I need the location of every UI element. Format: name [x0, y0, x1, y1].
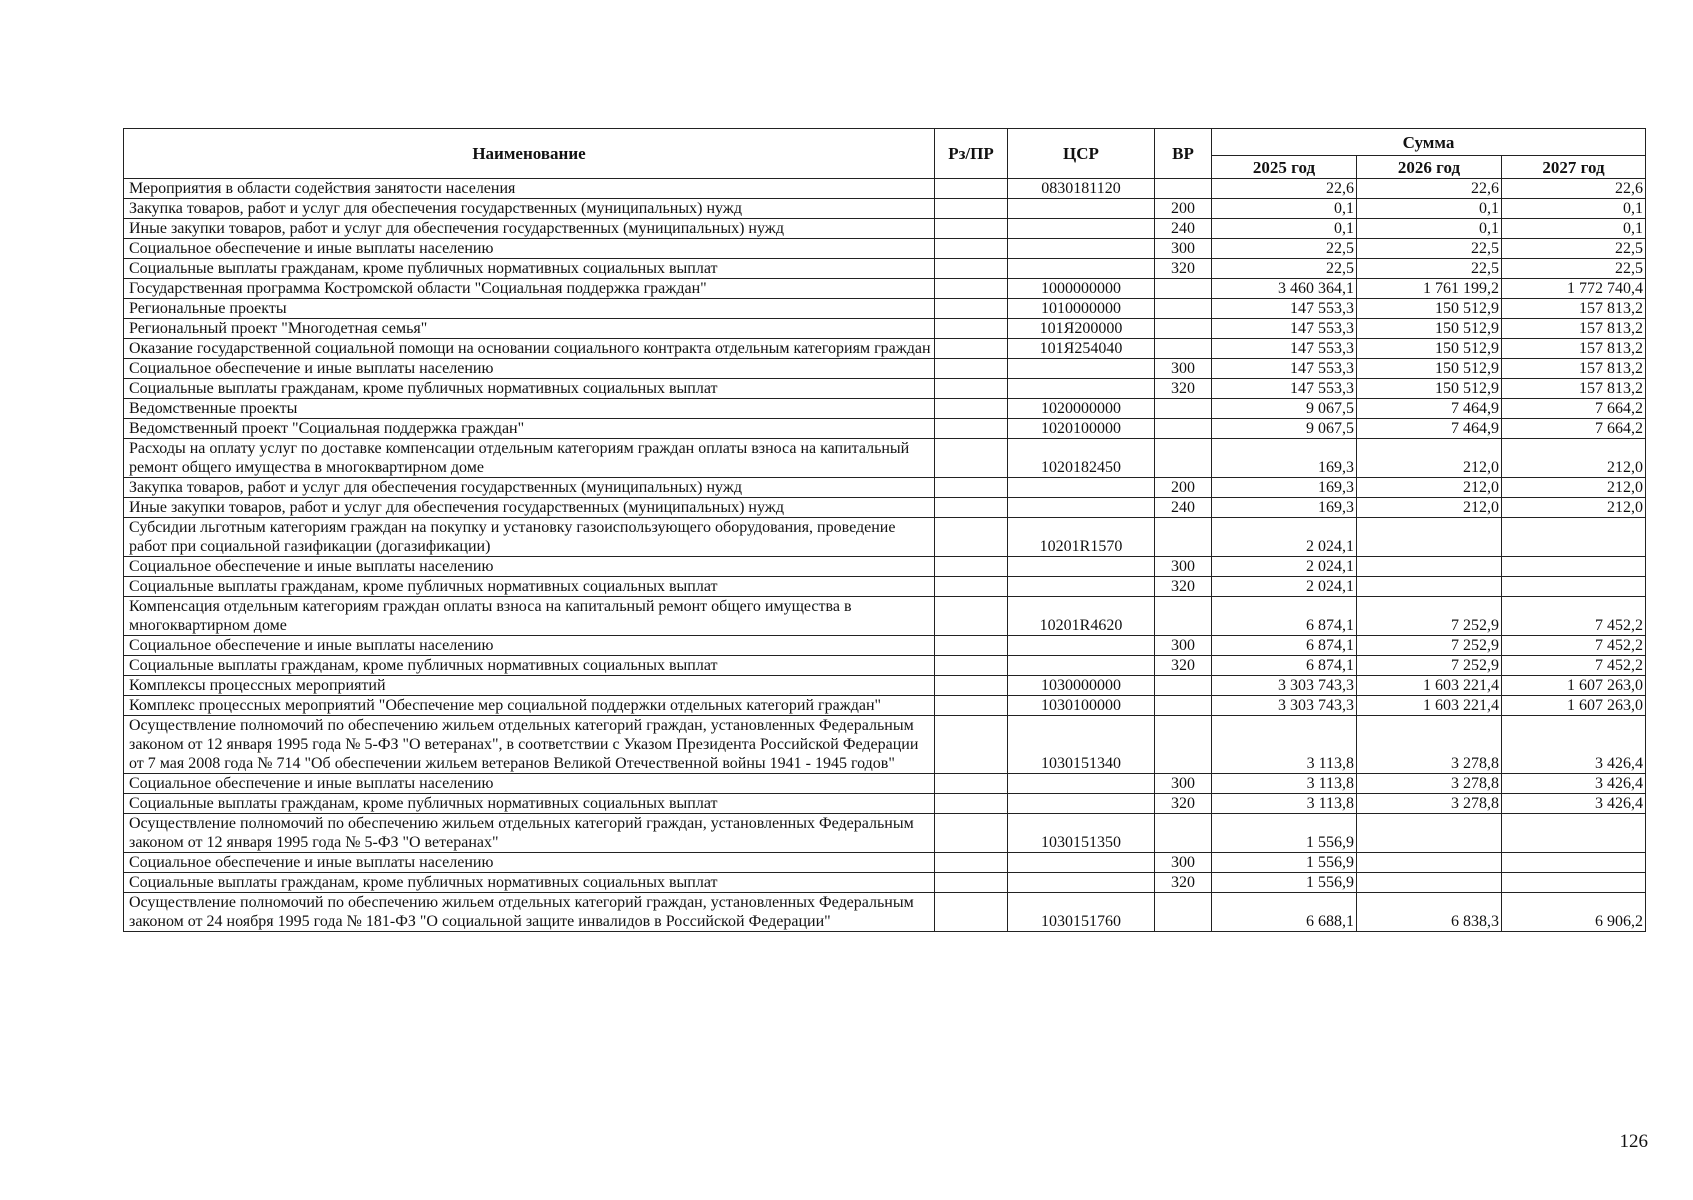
table-row — [124, 299, 1646, 319]
cell-vr — [1155, 676, 1212, 696]
cell-2026: 7 464,9 — [1357, 399, 1502, 419]
cell-rz-pr — [935, 636, 1008, 656]
table-row — [124, 439, 1646, 478]
table-row — [124, 419, 1646, 439]
cell-csr: 0830181120 — [1008, 179, 1155, 199]
cell-name: Осуществление полномочий по обеспечению жильем отдельных категорий граждан, установленных Федеральным законом от 12 января 1995 года № 5-ФЗ "О ветеранах" — [124, 814, 935, 853]
cell-2026: 150 512,9 — [1357, 339, 1502, 359]
cell-2025: 22,5 — [1212, 239, 1357, 259]
cell-name: Социальное обеспечение и иные выплаты населению — [124, 557, 935, 577]
cell-2027: 22,5 — [1502, 239, 1646, 259]
cell-vr: 240 — [1155, 498, 1212, 518]
cell-vr: 300 — [1155, 557, 1212, 577]
cell-2026: 7 252,9 — [1357, 636, 1502, 656]
table-row — [124, 656, 1646, 676]
table-row — [124, 774, 1646, 794]
cell-2026 — [1357, 873, 1502, 893]
cell-rz-pr — [935, 379, 1008, 399]
cell-rz-pr — [935, 676, 1008, 696]
cell-2026: 150 512,9 — [1357, 319, 1502, 339]
cell-rz-pr — [935, 359, 1008, 379]
table-row — [124, 696, 1646, 716]
cell-csr: 101Я200000 — [1008, 319, 1155, 339]
table-header — [124, 129, 1646, 179]
cell-2027: 157 813,2 — [1502, 299, 1646, 319]
table-row — [124, 636, 1646, 656]
budget-table — [123, 128, 1646, 932]
cell-2027 — [1502, 873, 1646, 893]
cell-rz-pr — [935, 299, 1008, 319]
cell-2027: 7 664,2 — [1502, 419, 1646, 439]
cell-vr — [1155, 299, 1212, 319]
cell-csr — [1008, 379, 1155, 399]
cell-vr — [1155, 419, 1212, 439]
cell-2027: 212,0 — [1502, 439, 1646, 478]
cell-name: Комплекс процессных мероприятий "Обеспечение мер социальной поддержки отдельных категорий граждан" — [124, 696, 935, 716]
cell-2027: 3 426,4 — [1502, 794, 1646, 814]
cell-vr: 200 — [1155, 478, 1212, 498]
cell-name: Осуществление полномочий по обеспечению жильем отдельных категорий граждан, установленных Федеральным законом от 24 ноября 1995 года № 181-ФЗ "О социальной защите инвалидов в Российской Федерации" — [124, 893, 935, 932]
cell-2026: 212,0 — [1357, 498, 1502, 518]
cell-2026: 212,0 — [1357, 439, 1502, 478]
cell-2027 — [1502, 577, 1646, 597]
cell-2025: 147 553,3 — [1212, 319, 1357, 339]
cell-csr: 1030100000 — [1008, 696, 1155, 716]
cell-rz-pr — [935, 873, 1008, 893]
cell-name: Социальное обеспечение и иные выплаты населению — [124, 239, 935, 259]
cell-rz-pr — [935, 656, 1008, 676]
cell-vr — [1155, 597, 1212, 636]
header-name: Наименование — [124, 129, 935, 179]
cell-name: Оказание государственной социальной помощи на основании социального контракта отдельным категориям граждан — [124, 339, 935, 359]
cell-2025: 2 024,1 — [1212, 557, 1357, 577]
cell-rz-pr — [935, 239, 1008, 259]
cell-vr — [1155, 518, 1212, 557]
cell-name: Ведомственные проекты — [124, 399, 935, 419]
cell-csr — [1008, 656, 1155, 676]
cell-2025: 2 024,1 — [1212, 577, 1357, 597]
cell-vr: 320 — [1155, 873, 1212, 893]
cell-rz-pr — [935, 439, 1008, 478]
cell-csr — [1008, 873, 1155, 893]
cell-vr: 320 — [1155, 259, 1212, 279]
cell-name: Субсидии льготным категориям граждан на покупку и установку газоиспользующего оборудования, проведение работ при социальной газификации (догазификации) — [124, 518, 935, 557]
cell-vr: 300 — [1155, 774, 1212, 794]
table-row — [124, 577, 1646, 597]
cell-2026: 7 464,9 — [1357, 419, 1502, 439]
table-row — [124, 518, 1646, 557]
cell-csr: 1030151760 — [1008, 893, 1155, 932]
cell-name: Социальное обеспечение и иные выплаты населению — [124, 636, 935, 656]
table-body — [124, 179, 1646, 932]
header-sum: Сумма — [1212, 129, 1646, 156]
cell-rz-pr — [935, 794, 1008, 814]
cell-vr: 300 — [1155, 853, 1212, 873]
cell-name: Социальные выплаты гражданам, кроме публичных нормативных социальных выплат — [124, 379, 935, 399]
cell-vr — [1155, 319, 1212, 339]
cell-rz-pr — [935, 577, 1008, 597]
cell-name: Осуществление полномочий по обеспечению жильем отдельных категорий граждан, установленных Федеральным законом от 12 января 1995 года № 5-ФЗ "О ветеранах", в соответствии с Указом Президента Российской Федерации от 7 мая 2008 года № 714 "Об обеспечении жильем ветеранов Великой Отечественной войны 1941 - 1945 годов" — [124, 716, 935, 774]
table-row — [124, 359, 1646, 379]
cell-2027 — [1502, 814, 1646, 853]
header-year-2026: 2026 год — [1357, 156, 1502, 179]
table-row — [124, 557, 1646, 577]
cell-csr — [1008, 794, 1155, 814]
cell-name: Расходы на оплату услуг по доставке компенсации отдельным категориям граждан оплаты взноса на капитальный ремонт общего имущества в многоквартирном доме — [124, 439, 935, 478]
cell-2027: 0,1 — [1502, 219, 1646, 239]
cell-2026 — [1357, 577, 1502, 597]
cell-name: Социальное обеспечение и иные выплаты населению — [124, 359, 935, 379]
cell-2025: 9 067,5 — [1212, 419, 1357, 439]
cell-name: Иные закупки товаров, работ и услуг для обеспечения государственных (муниципальных) нужд — [124, 498, 935, 518]
cell-2026: 150 512,9 — [1357, 379, 1502, 399]
cell-csr — [1008, 219, 1155, 239]
cell-csr: 1030000000 — [1008, 676, 1155, 696]
header-year-2025: 2025 год — [1212, 156, 1357, 179]
cell-csr — [1008, 359, 1155, 379]
table-row — [124, 319, 1646, 339]
cell-csr: 10201R1570 — [1008, 518, 1155, 557]
cell-name: Государственная программа Костромской области "Социальная поддержка граждан" — [124, 279, 935, 299]
cell-2025: 1 556,9 — [1212, 814, 1357, 853]
cell-2026: 1 603 221,4 — [1357, 696, 1502, 716]
table-row — [124, 794, 1646, 814]
cell-rz-pr — [935, 199, 1008, 219]
cell-2027: 3 426,4 — [1502, 774, 1646, 794]
cell-2026: 22,6 — [1357, 179, 1502, 199]
table-row — [124, 893, 1646, 932]
table-row — [124, 339, 1646, 359]
cell-2025: 3 113,8 — [1212, 716, 1357, 774]
table-row — [124, 379, 1646, 399]
cell-rz-pr — [935, 716, 1008, 774]
cell-csr — [1008, 239, 1155, 259]
table-row — [124, 676, 1646, 696]
cell-2027: 7 452,2 — [1502, 636, 1646, 656]
cell-rz-pr — [935, 259, 1008, 279]
table-row — [124, 478, 1646, 498]
cell-name: Социальное обеспечение и иные выплаты населению — [124, 774, 935, 794]
cell-vr — [1155, 814, 1212, 853]
cell-vr: 240 — [1155, 219, 1212, 239]
cell-vr — [1155, 179, 1212, 199]
cell-2026: 1 761 199,2 — [1357, 279, 1502, 299]
table-row — [124, 279, 1646, 299]
cell-2027: 7 452,2 — [1502, 597, 1646, 636]
cell-2025: 6 688,1 — [1212, 893, 1357, 932]
cell-2027: 157 813,2 — [1502, 319, 1646, 339]
table-row — [124, 199, 1646, 219]
table-row — [124, 399, 1646, 419]
cell-vr — [1155, 893, 1212, 932]
cell-2026: 3 278,8 — [1357, 794, 1502, 814]
cell-name: Социальные выплаты гражданам, кроме публичных нормативных социальных выплат — [124, 577, 935, 597]
table-row — [124, 259, 1646, 279]
cell-2026: 7 252,9 — [1357, 656, 1502, 676]
cell-csr — [1008, 577, 1155, 597]
cell-rz-pr — [935, 774, 1008, 794]
cell-csr: 1030151340 — [1008, 716, 1155, 774]
cell-2025: 22,5 — [1212, 259, 1357, 279]
cell-2025: 3 460 364,1 — [1212, 279, 1357, 299]
cell-rz-pr — [935, 319, 1008, 339]
cell-2025: 169,3 — [1212, 439, 1357, 478]
cell-vr — [1155, 339, 1212, 359]
cell-2027: 7 664,2 — [1502, 399, 1646, 419]
cell-rz-pr — [935, 518, 1008, 557]
cell-2025: 6 874,1 — [1212, 597, 1357, 636]
cell-csr: 1020100000 — [1008, 419, 1155, 439]
cell-2026: 7 252,9 — [1357, 597, 1502, 636]
cell-2026: 150 512,9 — [1357, 299, 1502, 319]
cell-2027: 7 452,2 — [1502, 656, 1646, 676]
cell-2025: 147 553,3 — [1212, 339, 1357, 359]
cell-csr: 1030151350 — [1008, 814, 1155, 853]
cell-rz-pr — [935, 399, 1008, 419]
cell-vr — [1155, 399, 1212, 419]
cell-2026: 22,5 — [1357, 259, 1502, 279]
cell-vr: 300 — [1155, 636, 1212, 656]
cell-2025: 6 874,1 — [1212, 656, 1357, 676]
cell-rz-pr — [935, 557, 1008, 577]
cell-2025: 0,1 — [1212, 199, 1357, 219]
table-row — [124, 219, 1646, 239]
cell-2025: 169,3 — [1212, 498, 1357, 518]
cell-2027: 212,0 — [1502, 498, 1646, 518]
header-year-2027: 2027 год — [1502, 156, 1646, 179]
cell-vr: 300 — [1155, 239, 1212, 259]
cell-name: Компенсация отдельным категориям граждан оплаты взноса на капитальный ремонт общего имущества в многоквартирном доме — [124, 597, 935, 636]
cell-name: Комплексы процессных мероприятий — [124, 676, 935, 696]
cell-2026: 150 512,9 — [1357, 359, 1502, 379]
cell-2027: 1 607 263,0 — [1502, 676, 1646, 696]
cell-name: Региональные проекты — [124, 299, 935, 319]
cell-vr: 300 — [1155, 359, 1212, 379]
table-row — [124, 239, 1646, 259]
cell-csr: 1020182450 — [1008, 439, 1155, 478]
cell-vr — [1155, 696, 1212, 716]
cell-2026 — [1357, 518, 1502, 557]
table-row — [124, 716, 1646, 774]
cell-2025: 147 553,3 — [1212, 299, 1357, 319]
cell-rz-pr — [935, 853, 1008, 873]
cell-2026: 6 838,3 — [1357, 893, 1502, 932]
cell-name: Социальные выплаты гражданам, кроме публичных нормативных социальных выплат — [124, 656, 935, 676]
cell-2027: 157 813,2 — [1502, 379, 1646, 399]
cell-csr — [1008, 774, 1155, 794]
cell-2025: 3 303 743,3 — [1212, 676, 1357, 696]
header-vr: ВР — [1155, 129, 1212, 179]
cell-2025: 3 113,8 — [1212, 794, 1357, 814]
cell-2025: 147 553,3 — [1212, 359, 1357, 379]
cell-2027 — [1502, 557, 1646, 577]
cell-csr — [1008, 478, 1155, 498]
cell-vr: 320 — [1155, 794, 1212, 814]
cell-2025: 1 556,9 — [1212, 853, 1357, 873]
cell-name: Закупка товаров, работ и услуг для обеспечения государственных (муниципальных) нужд — [124, 478, 935, 498]
cell-name: Иные закупки товаров, работ и услуг для обеспечения государственных (муниципальных) нужд — [124, 219, 935, 239]
table-row — [124, 853, 1646, 873]
cell-name: Социальные выплаты гражданам, кроме публичных нормативных социальных выплат — [124, 794, 935, 814]
cell-name: Социальное обеспечение и иные выплаты населению — [124, 853, 935, 873]
cell-2026 — [1357, 557, 1502, 577]
cell-vr: 200 — [1155, 199, 1212, 219]
cell-2026: 3 278,8 — [1357, 774, 1502, 794]
cell-csr — [1008, 259, 1155, 279]
table-row — [124, 597, 1646, 636]
cell-2026: 22,5 — [1357, 239, 1502, 259]
cell-2025: 6 874,1 — [1212, 636, 1357, 656]
cell-2027: 157 813,2 — [1502, 339, 1646, 359]
cell-csr — [1008, 199, 1155, 219]
cell-rz-pr — [935, 478, 1008, 498]
cell-csr: 101Я254040 — [1008, 339, 1155, 359]
cell-2025: 2 024,1 — [1212, 518, 1357, 557]
cell-2025: 169,3 — [1212, 478, 1357, 498]
cell-csr — [1008, 557, 1155, 577]
table-row — [124, 873, 1646, 893]
table-row — [124, 498, 1646, 518]
cell-2026: 1 603 221,4 — [1357, 676, 1502, 696]
cell-2027: 212,0 — [1502, 478, 1646, 498]
cell-csr — [1008, 498, 1155, 518]
cell-name: Ведомственный проект "Социальная поддержка граждан" — [124, 419, 935, 439]
cell-rz-pr — [935, 814, 1008, 853]
cell-rz-pr — [935, 696, 1008, 716]
cell-2027 — [1502, 518, 1646, 557]
header-csr: ЦСР — [1008, 129, 1155, 179]
cell-csr: 1010000000 — [1008, 299, 1155, 319]
cell-2025: 22,6 — [1212, 179, 1357, 199]
cell-2027: 22,6 — [1502, 179, 1646, 199]
cell-csr: 10201R4620 — [1008, 597, 1155, 636]
cell-name: Региональный проект "Многодетная семья" — [124, 319, 935, 339]
page-number: 126 — [1619, 1131, 1648, 1152]
cell-vr: 320 — [1155, 656, 1212, 676]
cell-2026 — [1357, 814, 1502, 853]
cell-name: Социальные выплаты гражданам, кроме публичных нормативных социальных выплат — [124, 873, 935, 893]
cell-csr: 1000000000 — [1008, 279, 1155, 299]
cell-2025: 3 303 743,3 — [1212, 696, 1357, 716]
cell-rz-pr — [935, 339, 1008, 359]
cell-2025: 3 113,8 — [1212, 774, 1357, 794]
cell-name: Социальные выплаты гражданам, кроме публичных нормативных социальных выплат — [124, 259, 935, 279]
cell-rz-pr — [935, 179, 1008, 199]
cell-vr — [1155, 279, 1212, 299]
cell-2027: 3 426,4 — [1502, 716, 1646, 774]
cell-2027: 1 772 740,4 — [1502, 279, 1646, 299]
cell-2027: 1 607 263,0 — [1502, 696, 1646, 716]
cell-2026: 212,0 — [1357, 478, 1502, 498]
cell-rz-pr — [935, 279, 1008, 299]
cell-2026 — [1357, 853, 1502, 873]
cell-2025: 0,1 — [1212, 219, 1357, 239]
cell-csr — [1008, 636, 1155, 656]
table-row — [124, 814, 1646, 853]
cell-2026: 0,1 — [1357, 199, 1502, 219]
cell-rz-pr — [935, 498, 1008, 518]
cell-2027: 0,1 — [1502, 199, 1646, 219]
table-row — [124, 179, 1646, 199]
cell-rz-pr — [935, 419, 1008, 439]
cell-2026: 3 278,8 — [1357, 716, 1502, 774]
cell-name: Мероприятия в области содействия занятости населения — [124, 179, 935, 199]
cell-name: Закупка товаров, работ и услуг для обеспечения государственных (муниципальных) нужд — [124, 199, 935, 219]
header-rz-pr: Рз/ПР — [935, 129, 1008, 179]
cell-rz-pr — [935, 893, 1008, 932]
cell-2025: 1 556,9 — [1212, 873, 1357, 893]
cell-vr: 320 — [1155, 379, 1212, 399]
cell-csr: 1020000000 — [1008, 399, 1155, 419]
cell-2025: 9 067,5 — [1212, 399, 1357, 419]
cell-rz-pr — [935, 219, 1008, 239]
cell-2025: 147 553,3 — [1212, 379, 1357, 399]
cell-csr — [1008, 853, 1155, 873]
cell-2027 — [1502, 853, 1646, 873]
cell-2027: 22,5 — [1502, 259, 1646, 279]
cell-2027: 157 813,2 — [1502, 359, 1646, 379]
cell-rz-pr — [935, 597, 1008, 636]
cell-vr — [1155, 439, 1212, 478]
cell-2027: 6 906,2 — [1502, 893, 1646, 932]
cell-2026: 0,1 — [1357, 219, 1502, 239]
cell-vr — [1155, 716, 1212, 774]
cell-vr: 320 — [1155, 577, 1212, 597]
